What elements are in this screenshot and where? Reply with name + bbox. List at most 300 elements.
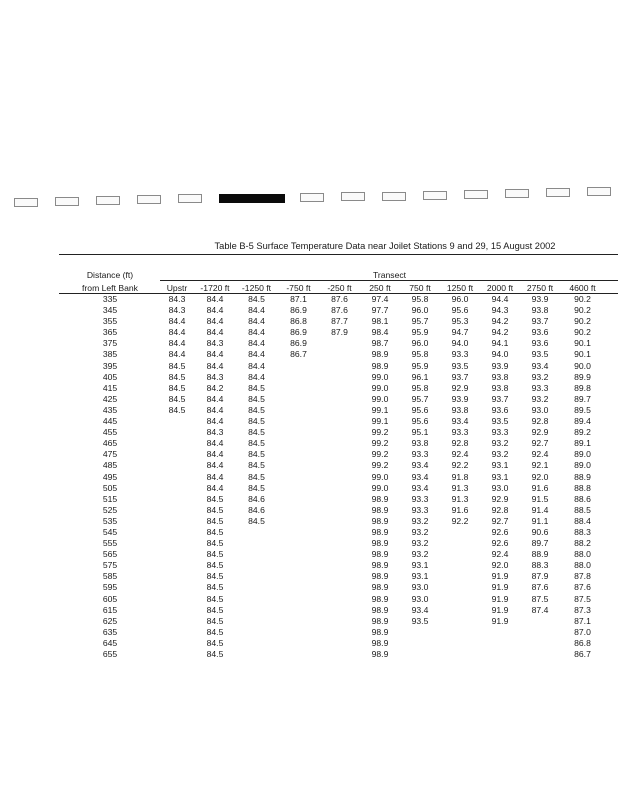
distance-cell: 335 xyxy=(102,294,118,304)
temperature-cell: 99.1 xyxy=(371,416,389,427)
temperature-cell xyxy=(319,594,360,605)
temperature-cell xyxy=(235,582,278,593)
temperature-cell: 87.6 xyxy=(331,294,348,304)
temperature-cell: 84.5 xyxy=(206,593,224,604)
table-row xyxy=(61,316,605,327)
temperature-cell: 94.3 xyxy=(491,305,509,316)
temperature-cell xyxy=(159,649,195,660)
temperature-cell: 97.7 xyxy=(371,305,389,316)
table-row xyxy=(61,361,605,372)
temperature-cell: 86.9 xyxy=(290,327,307,338)
temperature-cell: 89.7 xyxy=(531,538,549,549)
temperature-cell xyxy=(235,616,278,627)
temperature-cell xyxy=(319,516,360,527)
temperature-cell xyxy=(319,560,360,571)
distance-cell: 565 xyxy=(102,549,118,560)
temperature-cell: 93.6 xyxy=(491,404,509,415)
temperature-cell: 93.3 xyxy=(531,382,549,393)
temperature-cell xyxy=(520,649,560,660)
temperature-cell: 99.2 xyxy=(371,427,389,438)
table-row xyxy=(61,427,605,438)
transect-header: Transect xyxy=(372,270,407,280)
temperature-cell: 92.7 xyxy=(531,438,549,449)
temperature-cell xyxy=(319,460,360,471)
temperature-cell: 99.1 xyxy=(371,404,389,415)
temperature-cell: 84.5 xyxy=(206,515,224,526)
temperature-cell: 93.2 xyxy=(531,393,549,404)
temperature-cell: 84.5 xyxy=(248,427,265,438)
table-row xyxy=(61,538,605,549)
table-row xyxy=(61,616,605,627)
temperature-cell: 91.6 xyxy=(531,482,549,493)
temperature-cell: 98.9 xyxy=(371,637,389,648)
temperature-cell: 87.1 xyxy=(574,615,591,626)
temperature-cell xyxy=(278,394,319,405)
table-row xyxy=(61,394,605,405)
temperature-cell: 84.5 xyxy=(206,549,224,560)
table-title xyxy=(0,241,618,251)
temperature-cell: 90.2 xyxy=(574,305,591,316)
temperature-cell: 99.2 xyxy=(371,449,389,460)
temperature-cell: 93.5 xyxy=(451,360,469,371)
temperature-cell: 87.8 xyxy=(574,571,591,582)
temperature-cell: 98.9 xyxy=(371,582,389,593)
table-row xyxy=(61,494,605,505)
temperature-cell xyxy=(319,394,360,405)
temperature-cell xyxy=(319,527,360,538)
table-row xyxy=(61,349,605,360)
temperature-cell xyxy=(319,627,360,638)
temperature-cell: 98.9 xyxy=(371,515,389,526)
temperature-cell xyxy=(319,438,360,449)
temperature-cell: 84.4 xyxy=(206,360,224,371)
temperature-cell xyxy=(278,571,319,582)
tab-marker xyxy=(546,188,570,197)
table-row xyxy=(61,638,605,649)
temperature-cell: 84.4 xyxy=(248,327,265,338)
temperature-cell: 93.4 xyxy=(411,604,429,615)
table-row xyxy=(61,527,605,538)
temperature-cell xyxy=(319,605,360,616)
temperature-cell xyxy=(480,649,520,660)
temperature-cell: 84.4 xyxy=(206,438,224,449)
temperature-cell: 88.0 xyxy=(574,549,591,560)
temperature-cell: 95.3 xyxy=(451,316,469,327)
temperature-cell: 92.0 xyxy=(491,560,509,571)
tab-marker xyxy=(423,191,447,200)
temperature-cell: 84.5 xyxy=(248,294,265,304)
temperature-cell xyxy=(319,449,360,460)
temperature-cell xyxy=(319,549,360,560)
temperature-cell: 99.2 xyxy=(371,460,389,471)
temperature-cell xyxy=(159,516,195,527)
temperature-cell: 84.3 xyxy=(168,294,186,304)
temperature-cell xyxy=(159,505,195,516)
temperature-cell: 90.6 xyxy=(531,526,549,537)
temperature-cell: 89.2 xyxy=(574,427,591,438)
temperature-cell: 98.9 xyxy=(371,593,389,604)
temperature-cell: 86.9 xyxy=(290,305,307,316)
column-header: 2750 ft xyxy=(526,283,554,293)
temperature-cell xyxy=(319,638,360,649)
temperature-cell xyxy=(520,638,560,649)
temperature-cell xyxy=(440,527,480,538)
temperature-cell: 91.9 xyxy=(491,571,509,582)
temperature-cell xyxy=(400,627,440,638)
temperature-cell: 89.9 xyxy=(574,371,591,382)
temperature-cell xyxy=(440,582,480,593)
distance-cell: 575 xyxy=(102,560,118,571)
distance-cell: 355 xyxy=(102,316,118,327)
temperature-cell: 84.4 xyxy=(206,294,224,304)
temperature-cell: 84.3 xyxy=(206,427,224,438)
temperature-cell: 93.2 xyxy=(531,371,549,382)
table-row xyxy=(61,549,605,560)
temperature-cell: 84.4 xyxy=(206,327,224,338)
temperature-cell: 93.3 xyxy=(411,449,429,460)
temperature-cell: 92.1 xyxy=(531,460,549,471)
temperature-cell: 93.2 xyxy=(411,515,429,526)
temperature-cell: 84.4 xyxy=(168,316,186,327)
temperature-cell xyxy=(159,560,195,571)
temperature-cell: 98.9 xyxy=(371,604,389,615)
temperature-cell xyxy=(278,605,319,616)
temperature-cell: 84.4 xyxy=(206,305,224,316)
temperature-cell: 93.8 xyxy=(451,404,469,415)
temperature-cell: 88.2 xyxy=(574,538,591,549)
temperature-cell xyxy=(319,405,360,416)
temperature-cell xyxy=(235,627,278,638)
temperature-cell: 84.4 xyxy=(206,393,224,404)
temperature-cell: 84.4 xyxy=(248,349,265,360)
temperature-cell: 86.7 xyxy=(290,349,307,360)
temperature-cell: 88.0 xyxy=(574,560,591,571)
temperature-cell: 93.9 xyxy=(531,294,549,304)
distance-cell: 595 xyxy=(102,582,118,593)
temperature-cell: 95.6 xyxy=(411,404,429,415)
temperature-cell xyxy=(159,483,195,494)
temperature-cell: 96.0 xyxy=(411,338,429,349)
temperature-cell xyxy=(159,627,195,638)
temperature-cell xyxy=(278,372,319,383)
temperature-cell: 84.5 xyxy=(248,515,265,526)
temperature-cell xyxy=(235,605,278,616)
temperature-cell: 95.1 xyxy=(411,427,429,438)
tab-marker xyxy=(14,198,38,207)
temperature-cell xyxy=(319,571,360,582)
column-header: Upstr xyxy=(166,283,188,293)
temperature-cell xyxy=(159,549,195,560)
temperature-cell: 89.1 xyxy=(574,438,591,449)
temperature-cell: 93.3 xyxy=(491,427,509,438)
temperature-cell: 93.0 xyxy=(531,404,549,415)
temperature-cell: 84.5 xyxy=(206,649,224,659)
temperature-cell: 93.2 xyxy=(411,549,429,560)
table-row xyxy=(61,405,605,416)
temperature-cell xyxy=(440,594,480,605)
temperature-cell: 93.1 xyxy=(411,571,429,582)
temperature-cell: 84.4 xyxy=(168,349,186,360)
distance-cell: 395 xyxy=(102,360,118,371)
distance-cell: 485 xyxy=(102,460,118,471)
temperature-cell: 93.2 xyxy=(491,449,509,460)
temperature-cell: 93.4 xyxy=(411,460,429,471)
table-row xyxy=(61,338,605,349)
temperature-cell: 95.7 xyxy=(411,316,429,327)
temperature-cell: 84.4 xyxy=(206,349,224,360)
distance-header-line2: from Left Bank xyxy=(82,283,138,293)
distance-cell: 445 xyxy=(102,416,118,427)
temperature-cell: 93.6 xyxy=(531,327,549,338)
temperature-cell: 93.6 xyxy=(531,338,549,349)
temperature-cell: 87.7 xyxy=(331,316,348,327)
distance-cell: 605 xyxy=(102,593,118,604)
distance-cell: 545 xyxy=(102,526,118,537)
temperature-cell xyxy=(440,571,480,582)
temperature-cell: 96.1 xyxy=(411,371,429,382)
temperature-cell: 88.6 xyxy=(574,493,591,504)
temperature-cell: 93.3 xyxy=(451,427,469,438)
temperature-cell xyxy=(319,416,360,427)
temperature-cell xyxy=(159,605,195,616)
table-row xyxy=(61,294,605,305)
temperature-cell xyxy=(278,460,319,471)
temperature-cell: 92.6 xyxy=(491,526,509,537)
distance-cell: 555 xyxy=(102,538,118,549)
distance-cell: 435 xyxy=(102,404,118,415)
temperature-cell xyxy=(319,483,360,494)
tab-marker-active xyxy=(219,194,285,203)
temperature-cell: 98.9 xyxy=(371,615,389,626)
temperature-cell: 94.2 xyxy=(491,327,509,338)
temperature-cell: 93.4 xyxy=(411,482,429,493)
temperature-cell: 95.9 xyxy=(411,327,429,338)
temperature-cell: 95.6 xyxy=(411,416,429,427)
temperature-cell xyxy=(235,594,278,605)
temperature-cell: 87.6 xyxy=(531,582,549,593)
temperature-cell: 98.4 xyxy=(371,327,389,338)
temperature-cell xyxy=(480,627,520,638)
temperature-cell: 87.6 xyxy=(331,305,348,316)
temperature-cell xyxy=(278,438,319,449)
table-row xyxy=(61,449,605,460)
temperature-cell: 90.2 xyxy=(574,327,591,338)
temperature-cell: 91.5 xyxy=(531,493,549,504)
distance-cell: 375 xyxy=(102,338,118,349)
temperature-cell: 84.4 xyxy=(168,327,186,338)
temperature-cell: 93.7 xyxy=(491,393,509,404)
distance-cell: 365 xyxy=(102,327,118,338)
column-header: -1250 ft xyxy=(241,283,272,293)
temperature-cell xyxy=(480,638,520,649)
temperature-cell: 84.5 xyxy=(248,449,265,460)
temperature-cell xyxy=(319,472,360,483)
temperature-cell: 84.4 xyxy=(206,471,224,482)
temperature-cell: 92.7 xyxy=(491,515,509,526)
temperature-cell: 95.7 xyxy=(411,393,429,404)
temperature-cell: 86.8 xyxy=(290,316,307,327)
temperature-cell xyxy=(440,549,480,560)
distance-cell: 585 xyxy=(102,571,118,582)
temperature-cell: 92.6 xyxy=(491,538,509,549)
temperature-cell xyxy=(235,538,278,549)
temperature-cell: 84.5 xyxy=(248,416,265,427)
temperature-cell: 84.4 xyxy=(248,316,265,327)
temperature-cell xyxy=(159,594,195,605)
tab-marker xyxy=(137,195,161,204)
temperature-cell xyxy=(319,383,360,394)
tab-marker xyxy=(464,190,488,199)
temperature-cell: 98.9 xyxy=(371,649,389,659)
temperature-cell: 87.4 xyxy=(531,604,549,615)
temperature-cell: 84.5 xyxy=(248,382,265,393)
temperature-cell: 93.4 xyxy=(411,471,429,482)
tab-marker xyxy=(96,196,120,205)
temperature-cell xyxy=(319,582,360,593)
temperature-cell xyxy=(278,494,319,505)
temperature-cell xyxy=(159,460,195,471)
temperature-cell: 90.2 xyxy=(574,294,591,304)
temperature-cell xyxy=(159,449,195,460)
temperature-cell: 84.5 xyxy=(206,571,224,582)
temperature-cell: 93.9 xyxy=(491,360,509,371)
temperature-cell: 93.9 xyxy=(451,393,469,404)
distance-cell: 405 xyxy=(102,371,118,382)
temperature-cell: 84.6 xyxy=(248,504,265,515)
table-row xyxy=(61,372,605,383)
temperature-cell: 95.8 xyxy=(411,294,429,304)
temperature-cell: 92.0 xyxy=(531,471,549,482)
temperature-cell: 93.4 xyxy=(531,360,549,371)
tab-marker xyxy=(505,189,529,198)
temperature-cell: 93.5 xyxy=(411,615,429,626)
temperature-cell: 95.6 xyxy=(451,305,469,316)
temperature-cell: 84.5 xyxy=(248,482,265,493)
temperature-cell: 98.9 xyxy=(371,549,389,560)
temperature-cell: 93.0 xyxy=(411,593,429,604)
temperature-cell: 84.5 xyxy=(248,404,265,415)
temperature-cell: 93.7 xyxy=(531,316,549,327)
temperature-cell: 91.9 xyxy=(491,604,509,615)
temperature-cell xyxy=(440,627,480,638)
temperature-cell: 89.5 xyxy=(574,404,591,415)
temperature-cell: 87.5 xyxy=(574,593,591,604)
temperature-cell: 93.1 xyxy=(491,471,509,482)
temperature-cell: 93.2 xyxy=(491,438,509,449)
table-row xyxy=(61,649,605,660)
temperature-cell xyxy=(319,338,360,349)
temperature-cell: 87.0 xyxy=(574,626,591,637)
temperature-cell xyxy=(278,383,319,394)
temperature-cell: 87.9 xyxy=(531,571,549,582)
temperature-cell xyxy=(235,527,278,538)
temperature-cell xyxy=(278,527,319,538)
temperature-cell xyxy=(440,538,480,549)
temperature-cell xyxy=(319,427,360,438)
temperature-cell: 92.8 xyxy=(491,504,509,515)
temperature-cell xyxy=(278,405,319,416)
temperature-cell: 91.6 xyxy=(451,504,469,515)
temperature-cell: 98.9 xyxy=(371,538,389,549)
distance-cell: 425 xyxy=(102,393,118,404)
temperature-cell: 94.1 xyxy=(491,338,509,349)
temperature-cell xyxy=(278,627,319,638)
temperature-cell: 84.3 xyxy=(206,371,224,382)
temperature-cell xyxy=(159,472,195,483)
tab-marker xyxy=(55,197,79,206)
temperature-cell: 91.3 xyxy=(451,493,469,504)
column-header: -1720 ft xyxy=(200,283,230,293)
temperature-cell: 84.3 xyxy=(206,338,224,349)
temperature-cell: 84.4 xyxy=(206,449,224,460)
temperature-cell: 93.0 xyxy=(411,582,429,593)
temperature-cell: 84.5 xyxy=(206,626,224,637)
distance-cell: 645 xyxy=(102,637,118,648)
temperature-cell: 84.4 xyxy=(248,371,265,382)
distance-header-line1: Distance (ft) xyxy=(86,270,134,280)
temperature-cell: 97.4 xyxy=(371,294,389,304)
temperature-cell: 84.5 xyxy=(248,393,265,404)
temperature-cell xyxy=(278,582,319,593)
temperature-cell xyxy=(319,538,360,549)
temperature-cell: 84.5 xyxy=(168,360,186,371)
temperature-cell xyxy=(159,527,195,538)
temperature-cell: 84.5 xyxy=(206,615,224,626)
temperature-cell xyxy=(278,483,319,494)
tab-marker xyxy=(300,193,324,202)
temperature-cell: 98.7 xyxy=(371,338,389,349)
temperature-cell: 93.8 xyxy=(491,382,509,393)
temperature-cell: 90.0 xyxy=(574,360,591,371)
distance-cell: 495 xyxy=(102,471,118,482)
temperature-cell: 84.5 xyxy=(206,604,224,615)
temperature-cell: 99.0 xyxy=(371,482,389,493)
temperature-cell: 99.0 xyxy=(371,382,389,393)
temperature-cell: 84.5 xyxy=(206,582,224,593)
temperature-cell: 98.9 xyxy=(371,626,389,637)
temperature-cell: 87.5 xyxy=(531,593,549,604)
distance-cell: 525 xyxy=(102,504,118,515)
temperature-cell: 93.3 xyxy=(411,493,429,504)
temperature-cell: 91.9 xyxy=(491,615,509,626)
temperature-cell: 84.5 xyxy=(248,471,265,482)
temperature-cell: 93.2 xyxy=(411,538,429,549)
temperature-cell xyxy=(235,571,278,582)
temperature-cell: 87.3 xyxy=(574,604,591,615)
temperature-cell: 98.9 xyxy=(371,504,389,515)
temperature-cell: 93.0 xyxy=(491,482,509,493)
distance-cell: 345 xyxy=(102,305,118,316)
temperature-cell: 88.4 xyxy=(574,515,591,526)
temperature-cell: 86.7 xyxy=(574,649,591,659)
temperature-cell xyxy=(278,538,319,549)
temperature-cell: 92.4 xyxy=(491,549,509,560)
temperature-cell xyxy=(440,649,480,660)
temperature-cell xyxy=(319,349,360,360)
top-rule xyxy=(59,254,618,255)
temperature-cell: 91.9 xyxy=(491,593,509,604)
temperature-cell xyxy=(319,616,360,627)
temperature-cell xyxy=(278,427,319,438)
temperature-cell: 93.1 xyxy=(411,560,429,571)
temperature-cell: 89.8 xyxy=(574,382,591,393)
temperature-cell: 86.9 xyxy=(290,338,307,349)
distance-cell: 535 xyxy=(102,515,118,526)
temperature-cell: 95.8 xyxy=(411,349,429,360)
temperature-cell xyxy=(520,616,560,627)
temperature-cell: 89.0 xyxy=(574,449,591,460)
temperature-cell xyxy=(400,638,440,649)
